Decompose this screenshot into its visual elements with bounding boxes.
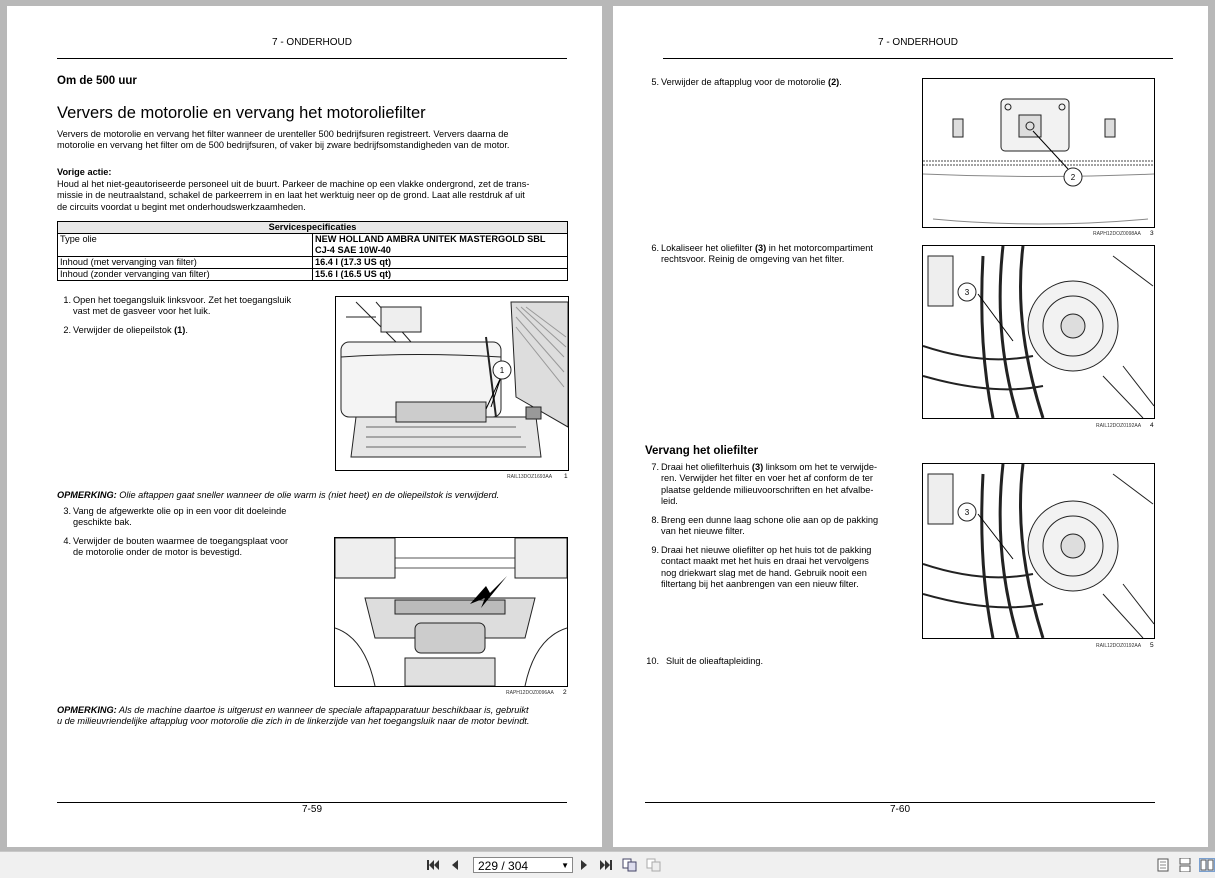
- drain-plug-figure: [922, 78, 1155, 228]
- first-page-icon[interactable]: [426, 858, 440, 872]
- engine-compartment-illustration: [923, 246, 1154, 418]
- note-text: u de milieuvriendelijke aftapplug voor motorolie die zich in de linkerzijde van het toegangsluik naar de motor bevindt.: [57, 716, 530, 727]
- step-text: Lokaliseer het oliefilter: [661, 243, 755, 253]
- step-number: 9.: [651, 545, 659, 555]
- copy-icon[interactable]: [622, 858, 638, 872]
- note-text: Als de machine daartoe is uitgerust en wanneer de speciale aftapapparatuur beschikbaar is, gebruikt: [116, 705, 529, 715]
- step-line: nog driekwart slag met de hand. Gebruik nooit een: [661, 567, 867, 578]
- step-text-tail: .: [839, 77, 842, 87]
- figure-number: 5: [1150, 642, 1154, 649]
- step-line: ren. Verwijder het filter en voer het af conform de ter: [661, 473, 873, 484]
- section-title: Om de 500 uur: [57, 75, 137, 87]
- figure-code: RAIL12DOZ0192AA: [1096, 643, 1142, 649]
- page-indicator: 229 / 304: [478, 859, 529, 873]
- step-number: 7.: [651, 462, 659, 472]
- prev-action-label: Vorige actie:: [57, 167, 112, 177]
- next-page-icon[interactable]: [578, 858, 590, 872]
- intro-line: Ververs de motorolie en vervang het filter wanneer de urenteller 500 bedrijfsuren registreert. Ververs daarna de: [57, 129, 509, 139]
- step-text-tail: .: [185, 325, 188, 335]
- access-plate-figure: [334, 537, 568, 687]
- spec-label: Inhoud (met vervanging van filter): [58, 257, 313, 269]
- prev-page-icon[interactable]: [449, 858, 461, 872]
- step-number: 5.: [651, 77, 659, 87]
- intro-paragraph: [57, 129, 567, 152]
- step-line: Open het toegangsluik linksvoor. Zet het toegangsluik: [73, 295, 292, 305]
- page-header: 7 - ONDERHOUD: [877, 37, 958, 48]
- spec-label: Inhoud (zonder vervanging van filter): [58, 269, 313, 281]
- step-line: Breng een dunne laag schone olie aan op de pakking: [661, 515, 879, 525]
- page-number: 7-60: [889, 804, 910, 815]
- note-text: Olie aftappen gaat sneller wanneer de olie warm is (niet heet) en de oliepeilstok is verwijderd.: [116, 490, 500, 500]
- main-title: Ververs de motorolie en vervang het motoroliefilter: [57, 104, 426, 122]
- chevron-down-icon: ▼: [561, 861, 569, 870]
- step-line: Vang de afgewerkte olie op in een voor dit doeleinde: [73, 506, 287, 516]
- viewer-toolbar: [0, 851, 1215, 878]
- step-line: rechtsvoor. Reinig de omgeving van het filter.: [661, 254, 845, 265]
- left-page: [7, 6, 602, 847]
- table-row: [58, 257, 568, 269]
- spec-value: [313, 234, 568, 257]
- note-label: OPMERKING:: [57, 705, 117, 715]
- step-text: Sluit de olieaftapleiding.: [666, 656, 764, 666]
- figure-number: 4: [1150, 422, 1154, 429]
- step-callout-ref: (3): [751, 462, 764, 472]
- step-number: 6.: [651, 243, 659, 253]
- step-text: Verwijder de oliepeilstok: [73, 325, 175, 335]
- intro-line: motorolie en vervang het filter om de 500 bedrijfsuren, of vaker bij zware bedrijfsomstandigheden van de motor.: [57, 140, 510, 151]
- subheading: Vervang het oliefilter: [645, 445, 759, 457]
- step-line: Draai het nieuwe oliefilter op het huis tot de pakking: [661, 545, 872, 555]
- table-row: [58, 269, 568, 281]
- step-line: vast met de gasveer voor het luik.: [73, 306, 211, 317]
- table-row: [58, 234, 568, 257]
- prev-action-text: [57, 179, 567, 213]
- footer-rule: [645, 802, 1155, 803]
- engine-dipstick-figure: [335, 296, 569, 471]
- step-text-tail: in het motorcompartiment: [766, 243, 873, 253]
- figure-number: 3: [1150, 230, 1154, 237]
- spec-table-title: Servicespecificaties: [58, 222, 568, 234]
- single-page-view-icon[interactable]: [1156, 858, 1170, 872]
- step-line: de motorolie onder de motor is bevestigd.: [73, 547, 243, 558]
- figure-number: 1: [564, 473, 568, 480]
- step-text: Draai het oliefilterhuis: [661, 462, 752, 472]
- step-text-tail: linksom om het te verwijde-: [763, 462, 878, 472]
- step-callout-ref: (3): [754, 243, 767, 253]
- step-line: filtertang bij het aanbrengen van een nieuw filter.: [661, 579, 859, 590]
- figure-code: RAIL13DOZ1693AA: [507, 474, 553, 480]
- spec-value: 16.4 l (17.3 US qt): [313, 257, 568, 269]
- spec-table: [57, 221, 568, 281]
- header-rule: [57, 58, 567, 59]
- figure-number: 2: [563, 689, 567, 696]
- page-number-select[interactable]: [473, 857, 573, 873]
- prev-action-line: de circuits voordat u begint met onderhoudswerkzaamheden.: [57, 201, 306, 212]
- engine-compartment-illustration: [923, 464, 1154, 638]
- figure-callout: 1: [499, 366, 505, 375]
- step-callout-ref: (1): [174, 325, 186, 335]
- step-number: 3.: [63, 506, 71, 516]
- last-page-icon[interactable]: [599, 858, 613, 872]
- step-number: 10.: [646, 656, 659, 666]
- spec-value: 15.6 l (16.5 US qt): [313, 269, 568, 281]
- note-2: [57, 705, 569, 728]
- engine-illustration: [336, 297, 568, 470]
- prev-action-line: Houd al het niet-geautoriseerde personeel uit de buurt. Parkeer de machine op een vlakke ondergrond, zet de trans-: [57, 179, 530, 189]
- paste-icon[interactable]: [646, 858, 662, 872]
- step-text: Verwijder de aftapplug voor de motorolie: [661, 77, 829, 87]
- figure-code: RAPH12DOZ0096AA: [506, 690, 554, 696]
- step-number: 8.: [651, 515, 659, 525]
- spec-value-line: NEW HOLLAND AMBRA UNITEK MASTERGOLD SBL: [315, 234, 546, 244]
- figure-callout: 3: [964, 508, 970, 517]
- step-line: plaatse geldende milieuvoorschriften en het afvalbe-: [661, 484, 874, 495]
- right-page: [613, 6, 1208, 847]
- prev-action-line: missie in de neutraalstand, schakel de parkeerrem in en laat het werktuig neer op de grond. Laat alle restdruk af uit: [57, 190, 525, 201]
- underbody-illustration: [335, 538, 567, 686]
- step-number: 2.: [63, 325, 71, 335]
- two-page-view-icon[interactable]: [1199, 858, 1215, 872]
- step-line: van het nieuwe filter.: [661, 526, 745, 537]
- step-callout-ref: (2): [828, 77, 840, 87]
- figure-callout: 3: [964, 288, 970, 297]
- oil-filter-removal-figure: [922, 463, 1155, 639]
- continuous-view-icon[interactable]: [1178, 858, 1192, 872]
- note-label: OPMERKING:: [57, 490, 117, 500]
- step-line: contact maakt met het huis en draai het vervolgens: [661, 556, 869, 567]
- figure-code: RAPH12DOZ0098AA: [1093, 231, 1141, 237]
- step-number: 4.: [63, 536, 71, 546]
- oil-filter-location-figure: [922, 245, 1155, 419]
- header-rule: [663, 58, 1173, 59]
- step-line: geschikte bak.: [73, 517, 132, 528]
- spec-value-line: CJ-4 SAE 10W-40: [315, 245, 391, 255]
- note-1: [57, 490, 577, 501]
- page-number: 7-59: [301, 804, 322, 815]
- footer-rule: [57, 802, 567, 803]
- figure-code: RAIL12DOZ0192AA: [1096, 423, 1142, 429]
- step-line: Verwijder de bouten waarmee de toegangsplaat voor: [73, 536, 289, 546]
- page-header: 7 - ONDERHOUD: [271, 37, 352, 48]
- figure-callout: 2: [1070, 173, 1076, 182]
- spec-label: Type olie: [58, 234, 313, 257]
- step-line: leid.: [661, 496, 678, 507]
- step-number: 1.: [63, 295, 71, 305]
- drain-plug-illustration: [923, 79, 1154, 227]
